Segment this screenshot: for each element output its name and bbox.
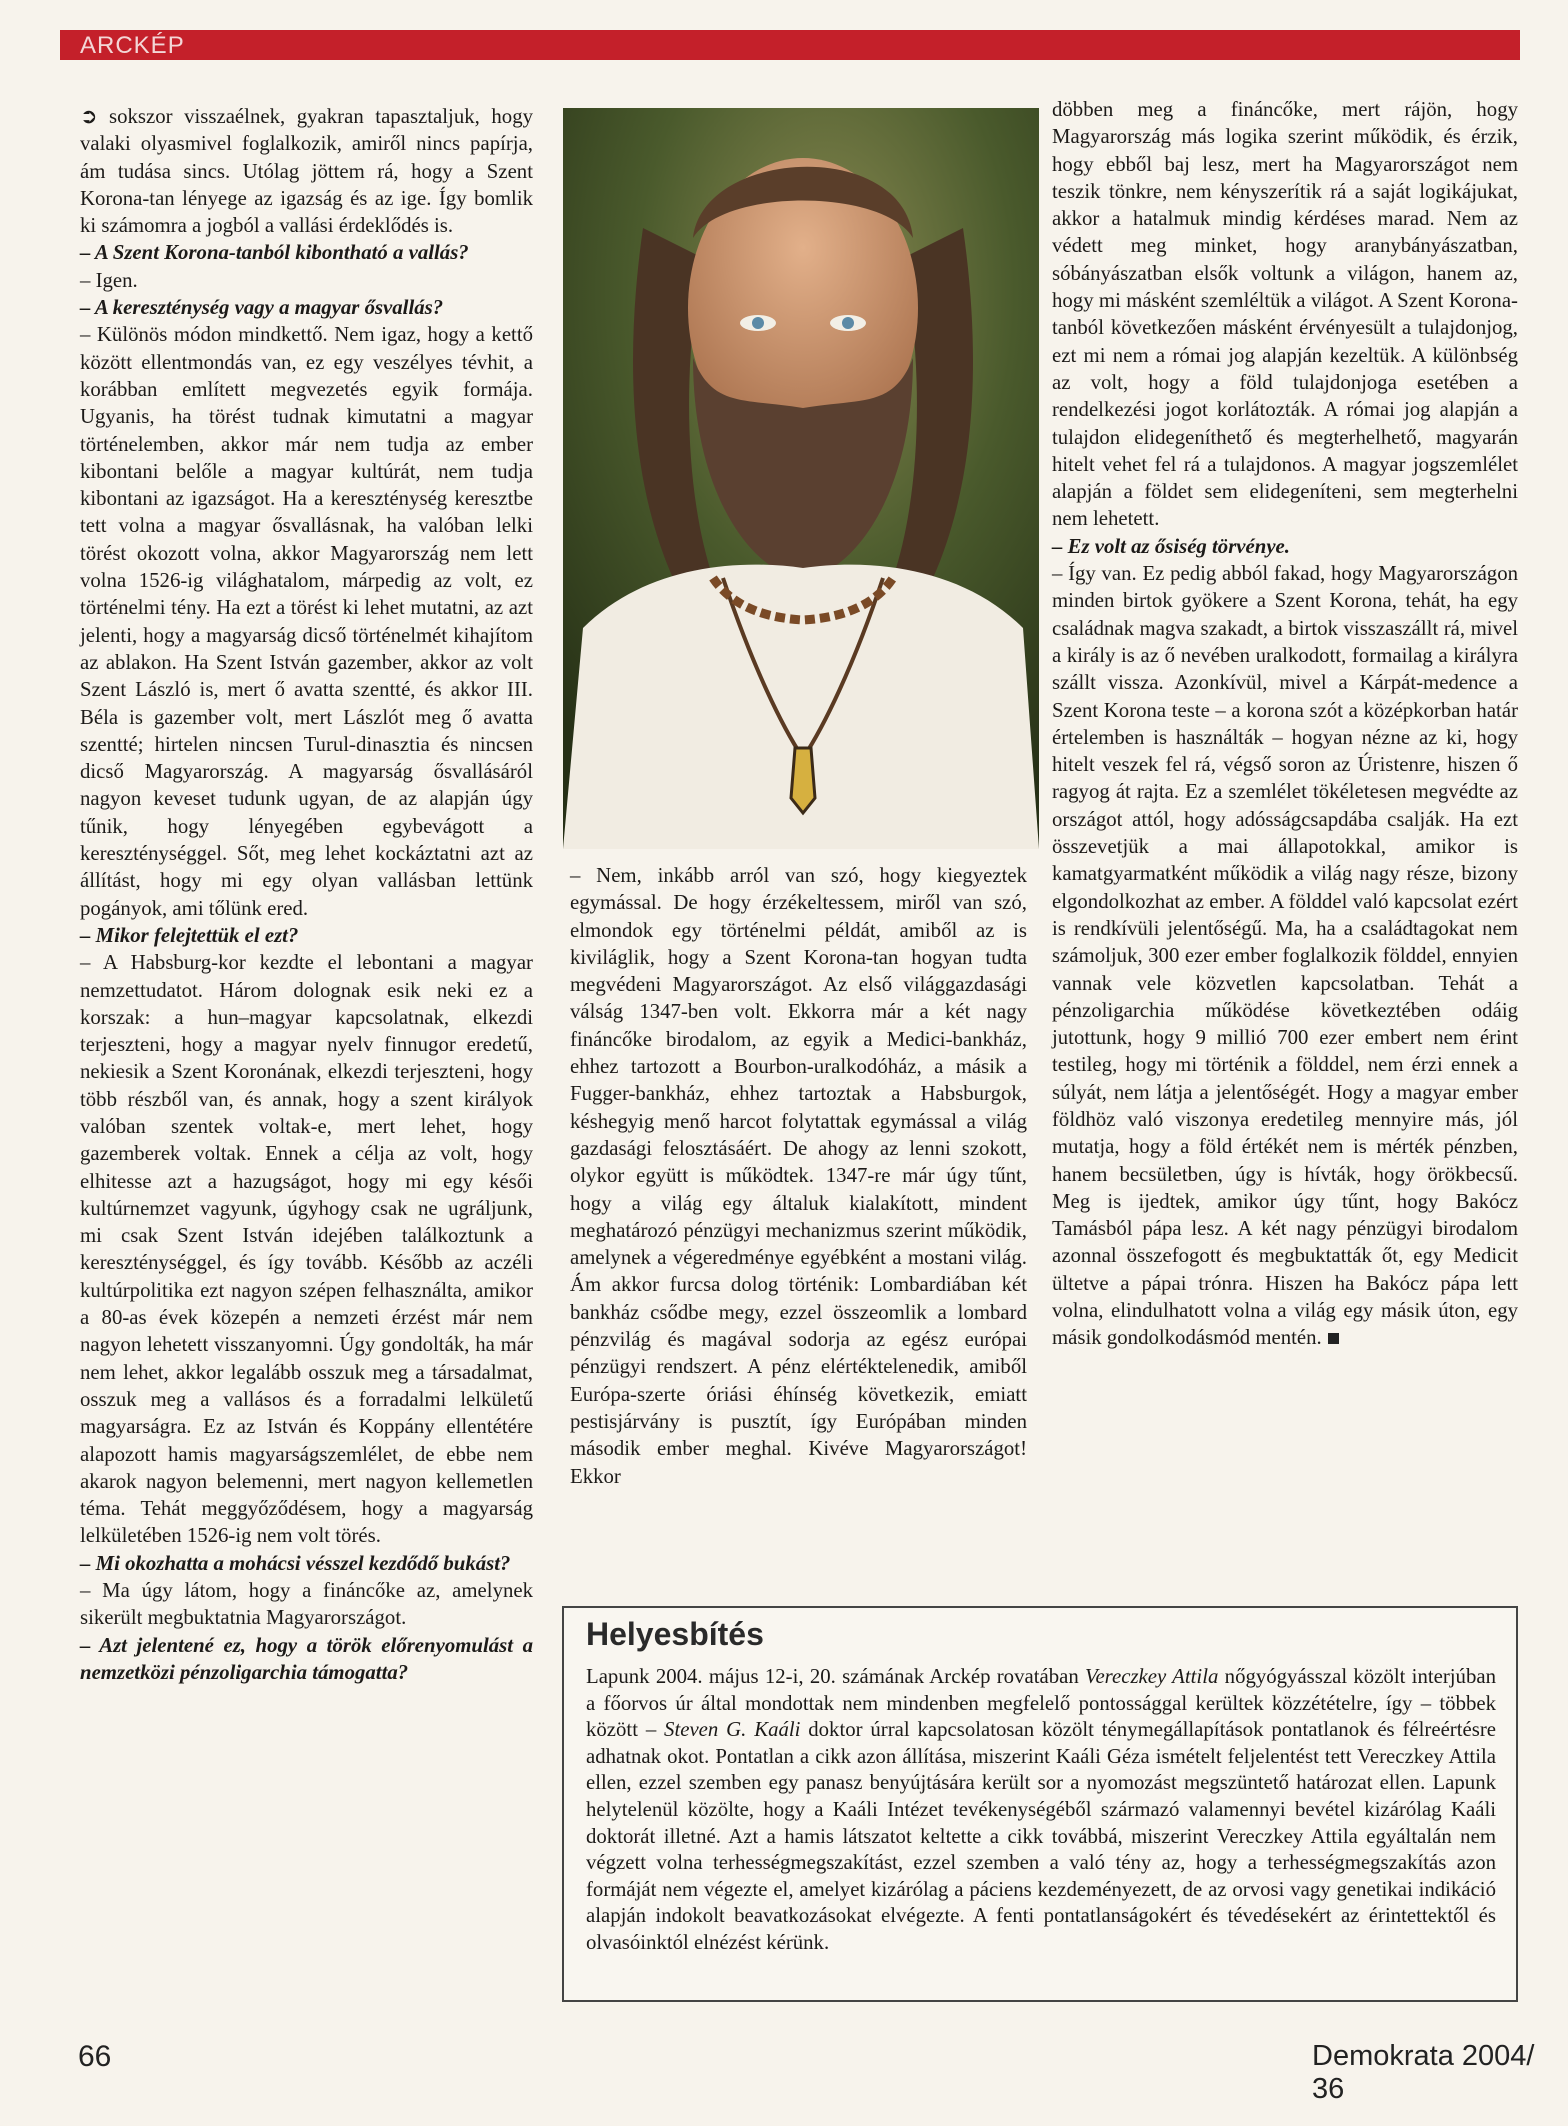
paragraph: – A Habsburg-kor kezdte el lebontani a magyar nemzettudatot. Három dolognak esik neki ez a korszak: a hun–magyar kapcsolatnak, elkezdi terjeszteni, hogy a magyar nyelv finnugor eredetű, nekiesik a Szent Koronának, elkezdi terjeszteni, hogy több részből van, és annak, hogy a szent királyok valóban szentek voltak-e, mert lehet, hogy gazemberek voltak. Ennek a célja az volt, hogy elhitesse azt a hazugságot, hogy mi egy késői kultúrnemzet vagyunk, úgyhogy csak ne ugráljunk, mi csak Szent István idejében találkoztunk a kereszténységgel, és így tovább. Később az aczéli kultúrpolitika ezt nagyon szépen felhasználta, amikor a 80-as évek közepén a nemzeti érzést már nem nagyon lehetett visszanyomni. Úgy gondolták, ha már nem lehet, akkor legalább osszuk meg a társadalmat, osszuk meg a vallásos és a forradalmi lelkületű magyarságra. Ez az István és Koppány ellentétére alapozott hamis magyarságszemlélet, de ebbe nem akarok nagyon belemenni, mert nagyon kellemetlen téma. Tehát meggyőződésem, hogy a magyarság lelkületében 1526-ig nem volt törés. xyxy=(80,951,533,1548)
paragraph: – Különös módon mindkettő. Nem igaz, hogy a kettő között ellentmondás van, ez egy veszélyes tévhit, a korábban említett megvezetés egyik formája. Ugyanis, ha törést tudnak kimutatni a magyar történelemben, akkor már nem tudja az ember kibontani belőle a magyar kultúrát, nem tudja kibontani az igazságot. Ha a kereszténység keresztbe tett volna a magyar ősvallásnak, ha valóban lelki törést okozott volna, akkor Magyarország nem lett volna 1526-ig világhatalom, márpedig az volt, ez történelmi tény. Ha ezt a törést ki lehet mutatni, az azt jelenti, hogy a magyarság dicső történelmét kihajítom az ablakon. Ha Szent István gazember, akkor az volt Szent László is, mert ő avatta szentté, és akkor III. Béla is gazember volt, mert Lászlót meg ő avatta szentté; hirtelen nincsen Turul-dinasztia és nincsen dicső Magyarország. A magyarság ősvallásáról nagyon keveset tudunk ugyan, de az alapján úgy tűnik, hogy lényegében egybevágott a kereszténységgel. Sőt, meg lehet kockáztatni azt az állítást, hogy mi egy olyan vallásban lettünk pogányok, ami tőlünk ered. xyxy=(80,323,533,920)
interview-question: – Mikor felejtettük el ezt? xyxy=(80,923,299,947)
interview-question: – A Szent Korona-tanból kibontható a vallás? xyxy=(80,241,469,265)
paragraph: döbben meg a fináncőke, mert rájön, hogy Magyarország más logika szerint működik, és érzik, hogy ebből baj lesz, mert ha Magyarországot nem teszik tönkre, nem kényszerítik rá a saját logikájukat, akkor a hatalmuk mindig kérdéses marad. Nem az védett meg minket, hogy aranybányászatban, sóbányászatban elsők voltunk a világon, hanem az, hogy mi másként szemléltük a világot. A Szent Korona-tanból következően másként érvényesült a tulajdonjog, ezt mi nem a római jog alapján kezeltük. A különbség az volt, hogy a föld tulajdonjoga esetében a rendelkezési jogot korlátozták. A római jog alapján a tulajdon elidegeníthető és megterhelhető, magyarán hitelt vehet fel rá a tulajdonos. A magyar jogszemlélet alapján a földet sem elidegeníteni, sem megterhelni nem lehetett. xyxy=(1052,98,1518,531)
correction-text: doktor úrral kapcsolatosan közölt ténymegállapítások pontatlanok és félreértésre adhatnak okot. Pontatlan a cikk azon állítása, miszerint Kaáli Géza ismételt feljelentést tett Vereczkey Attila ellen, ezzel szemben egy panasz benyújtására került sor a nyomozást megszüntető határozat ellen. Lapunk helytelenül közölte, hogy a Kaáli Intézet tevékenységéből származó valamennyi bevétel kizárólag Kaáli doktorát illetné. Azt a hamis látszatot keltette a cikk továbbá, miszerint Vereczkey Attila egyáltalán nem végzett volna terhességmegszakítást, ezzel szemben a való tény az, hogy a terhességmegszakítás azon formáját nem végezte el, amelyet kizárólag a páciens kezdeményezett, de az orvosi vagy genetikai indikáció alapján indokolt beavatkozásokat elvégezte. A fenti pontatlanságokért és tévedésekért az érintettektől és olvasóinktól elnézést kérünk. xyxy=(586,1718,1496,1954)
interview-question: – Ez volt az ősiség törvénye. xyxy=(1052,534,1290,558)
interview-question: – A kereszténység vagy a magyar ősvallás? xyxy=(80,296,444,320)
article-column-1 xyxy=(80,103,533,1686)
article-column-3 xyxy=(1052,96,1518,1352)
section-header-band xyxy=(60,30,1520,60)
issue-info: Demokrata 2004/ 36 xyxy=(1312,2040,1535,2105)
correction-box xyxy=(562,1606,1518,2002)
paragraph: – Ma úgy látom, hogy a fináncőke az, amelynek sikerült megbuktatnia Magyarországot. xyxy=(80,1579,533,1630)
paragraph: ➲ sokszor visszaélnek, gyakran tapasztaljuk, hogy valaki olyasmivel foglalkozik, amiről nincs papírja, ám tudása sincs. Utólag jöttem rá, hogy a Szent Korona-tan lényege az igazság és az ige. Így bomlik ki számomra a jogból a vallási érdeklődés is. xyxy=(80,105,533,238)
page-number: 66 xyxy=(78,2040,112,2073)
paragraph-text: – Így van. Ez pedig abból fakad, hogy Magyarországon minden birtok gyökere a Szent Korona, tehát, ha egy családnak magva szakadt, a birtok visszaszállt rá, mivel a király is az ő nevében uralkodott, formailag a királyra szállt vissza. Azonkívül, mivel a Kárpát-medence a Szent Korona teste – a korona szót a középkorban határ értelemben is használták – hogyan nézne az ki, hogy hitelt veszek fel rá, végső soron az Úristenre, hiszen ő ragyog át rajta. Ez a szemlélet tökéletesen megvédte az országot attól, hogy adósságcsapdába csalják. Ha ezt összevetjük a mai állapotokkal, amikor is kamatgyarmatként működik a világ nagy része, bizony elgondolkozhat az ember. A földdel való kapcsolat ezért is rendkívüli jelentőségű. Ma, ha a családtagokat nem számoljuk, 300 ezer ember foglalkozik földdel, ennyien vannak vele közvetlen kapcsolatban. Tehát a pénzoligarchia működése következtében odáig jutottunk, hogy 9 millió 700 ezer embert nem érint testileg, hogy mi történik a földdel, nem érzi ennek a súlyát, nem látja a jelentőségét. Hogy a magyar ember földhöz való viszonya eredetileg mennyire más, jól mutatja, hogy a föld értékét nem is mérték pénzben, hanem becsületben, úgy is hívták, hogy örökbecsű. Meg is ijedtek, amikor úgy tűnt, hogy Bakócz Tamásból pápa lesz. A két nagy pénzügyi birodalom azonnal összefogott és megbuktatták őt, egy Medicit ültetve a pápai trónra. Hiszen ha Bakócz pápa lett volna, elindulhatott volna a világ egy másik úton, egy másik gondolkodásmód mentén. xyxy=(1052,562,1518,1350)
paragraph xyxy=(1052,560,1518,1352)
correction-title: Helyesbítés xyxy=(586,1616,764,1652)
article-column-2 xyxy=(570,862,1027,1490)
correction-name: Steven G. Kaáli xyxy=(664,1718,801,1742)
correction-body xyxy=(586,1664,1496,1957)
portrait-illustration xyxy=(563,108,1039,849)
section-label: ARCKÉP xyxy=(80,32,185,59)
portrait-photo xyxy=(563,108,1039,849)
paragraph: – Igen. xyxy=(80,268,138,292)
correction-text: Lapunk 2004. május 12-i, 20. számának Arckép rovatában xyxy=(586,1665,1086,1688)
end-of-article-mark xyxy=(1328,1333,1339,1344)
correction-text: nőgyógyásszal közölt interjúban a főorvos úr által mondottak nem mindenben megfelelő pontossággal kerültek közzétételre, így – többek között – xyxy=(586,1665,1496,1742)
interview-question: – Azt jelentené ez, hogy a török előrenyomulást a nemzetközi pénzoligarchia támogatta? xyxy=(80,1633,533,1684)
paragraph: – Nem, inkább arról van szó, hogy kiegyeztek egymással. De hogy érzékeltessem, miről van szó, elmondok egy történelmi példát, amiből az is kiviláglik, hogy a Szent Korona-tan hogyan tudta megvédeni Magyarországot. Az első világgazdasági válság 1347-ben volt. Ekkorra már a két nagy fináncőke birodalom, az egyik a Medici-bankház, ehhez tartozott a Bourbon-uralkodóház, a másik a Fugger-bankház, ehhez tartoztak a Habsburgok, késhegyig menő harcot folytattak egymással a világ gazdasági felosztásáért. De ahogy az lenni szokott, olykor együtt is működtek. 1347-re már úgy tűnt, hogy a világ egy általuk kialakított, mindent meghatározó pénzügyi mechanizmus szerint működik, amelynek a végeredménye egyébként a mostani világ. Ám akkor furcsa dolog történik: Lombardiában két bankház csődbe megy, ezzel összeomlik a lombard pénzvilág és magával sodorja az egész európai pénzügyi rendszert. A pénz elértéktelenedik, amiből Európa-szerte óriási éhínség következik, emiatt pestisjárvány is pusztít, így Európában minden második ember meghal. Kivéve Magyarországot! Ekkor xyxy=(570,864,1027,1488)
interview-question: – Mi okozhatta a mohácsi vésszel kezdődő bukást? xyxy=(80,1551,511,1575)
correction-name: Vereczkey Attila xyxy=(1085,1665,1219,1688)
